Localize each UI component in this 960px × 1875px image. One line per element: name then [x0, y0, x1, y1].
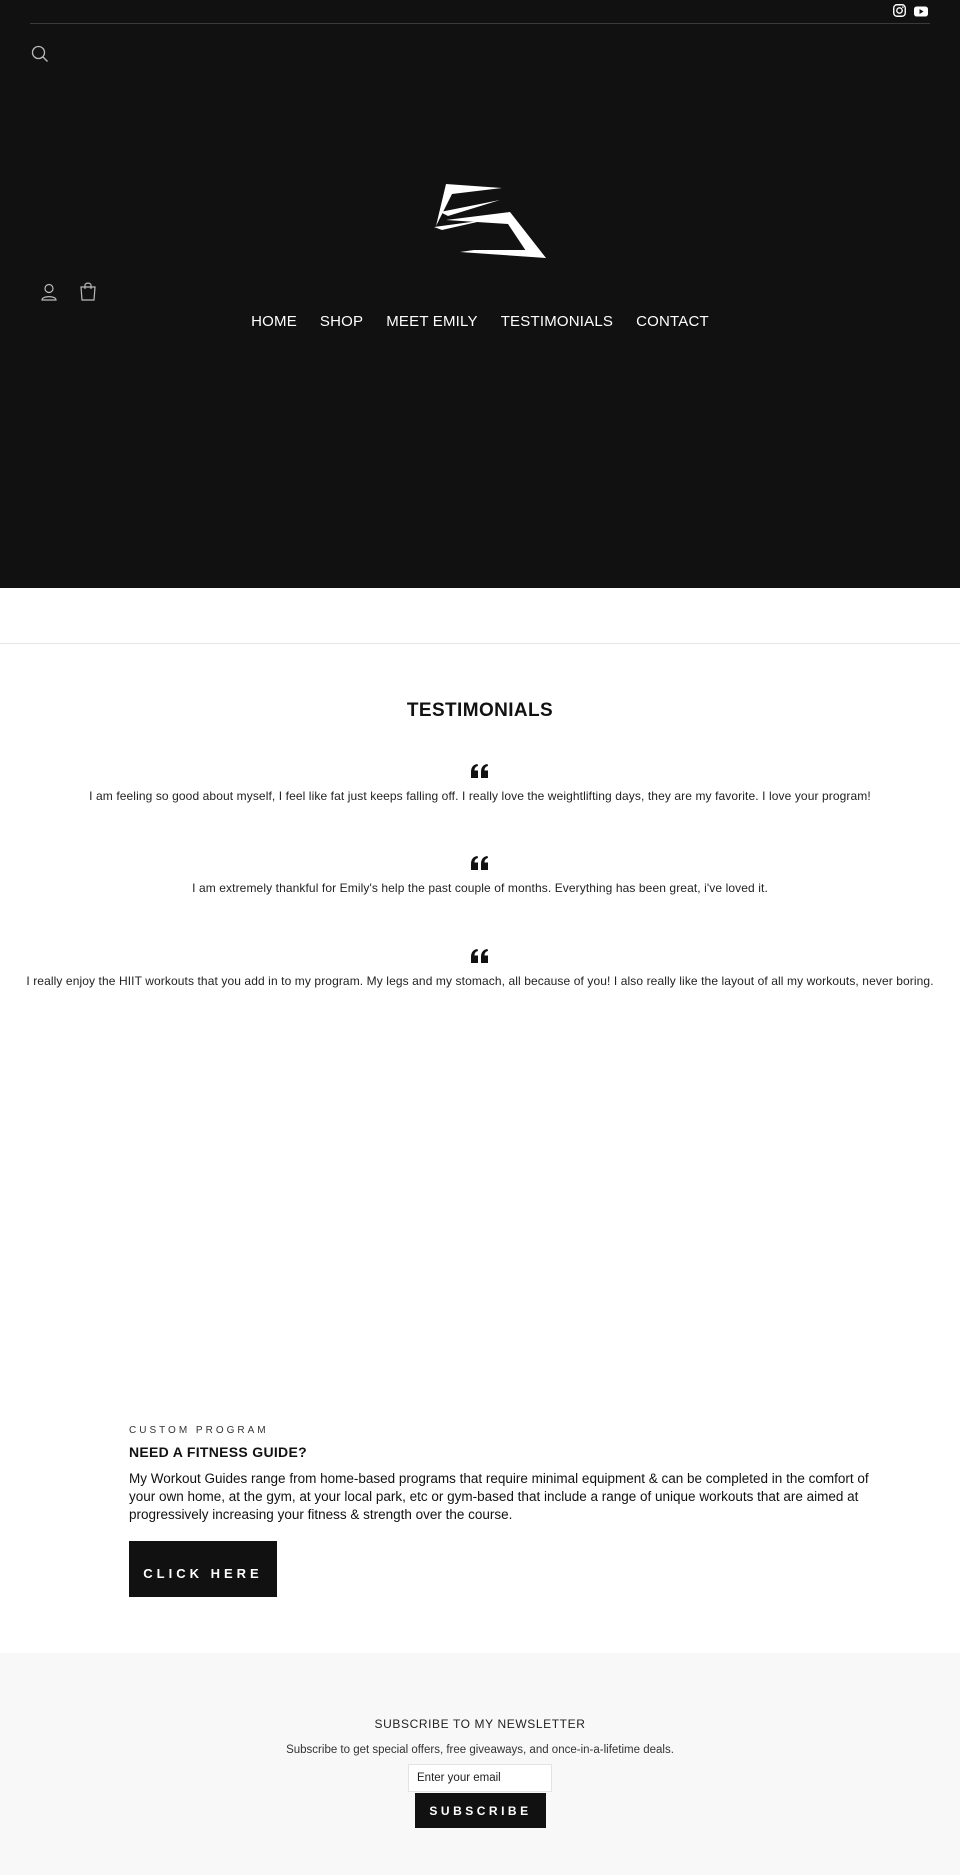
custom-program-section	[129, 1425, 879, 1581]
shopping-bag-icon[interactable]	[79, 281, 97, 301]
testimonial-item	[0, 763, 960, 803]
newsletter-title: SUBSCRIBE TO MY NEWSLETTER	[374, 1717, 586, 1731]
quote-icon	[470, 948, 490, 964]
quote-icon	[470, 763, 490, 779]
newsletter-section	[0, 1653, 960, 1875]
testimonial-text: I am feeling so good about myself, I feel like fat just keeps falling off. I really love the weightlifting days, they are my favorite. I love your program!	[89, 789, 871, 803]
program-description: My Workout Guides range from home-based programs that require minimal equipment & can be completed in the comfort of your own home, at the gym, at your local park, etc or gym-based that include a range of unique workouts that are aimed at progressively increasing your fitness & strength over the course.	[129, 1471, 869, 1522]
newsletter-subtitle: Subscribe to get special offers, free giveaways, and once-in-a-lifetime deals.	[286, 1744, 674, 1756]
program-kicker: CUSTOM PROGRAM	[129, 1425, 269, 1436]
youtube-icon[interactable]	[914, 4, 928, 22]
announcement-bar	[30, 0, 930, 24]
social-links	[893, 4, 928, 22]
testimonial-item	[0, 948, 960, 988]
nav-home[interactable]: HOME	[251, 313, 297, 330]
testimonial-text: I am extremely thankful for Emily's help the past couple of months. Everything has been great, i've loved it.	[192, 881, 768, 895]
testimonials-title: TESTIMONIALS	[406, 700, 554, 721]
email-input[interactable]	[408, 1764, 552, 1792]
nav-shop[interactable]: SHOP	[319, 313, 364, 330]
testimonial-text: I really enjoy the HIIT workouts that you add in to my program. My legs and my stomach, all because of you! I also really like the layout of all my workouts, never boring.	[26, 974, 934, 988]
quote-icon	[470, 855, 490, 871]
brand-logo[interactable]	[412, 180, 548, 264]
instagram-icon[interactable]	[893, 4, 906, 22]
testimonial-item	[0, 855, 960, 895]
nav-testimonials[interactable]: TESTIMONIALS	[500, 313, 614, 330]
user-icon[interactable]	[40, 282, 58, 302]
site-header	[0, 0, 960, 588]
nav-meet-emily[interactable]: MEET EMILY	[386, 313, 478, 330]
testimonials-section	[0, 700, 960, 988]
click-here-button[interactable]: CLICK HERE	[129, 1541, 277, 1597]
program-title: NEED A FITNESS GUIDE?	[129, 1444, 307, 1460]
subscribe-button[interactable]: SUBSCRIBE	[415, 1793, 546, 1828]
search-icon[interactable]	[30, 44, 50, 64]
main-navigation	[0, 311, 960, 332]
section-divider	[0, 643, 960, 644]
nav-contact[interactable]: CONTACT	[636, 313, 709, 330]
